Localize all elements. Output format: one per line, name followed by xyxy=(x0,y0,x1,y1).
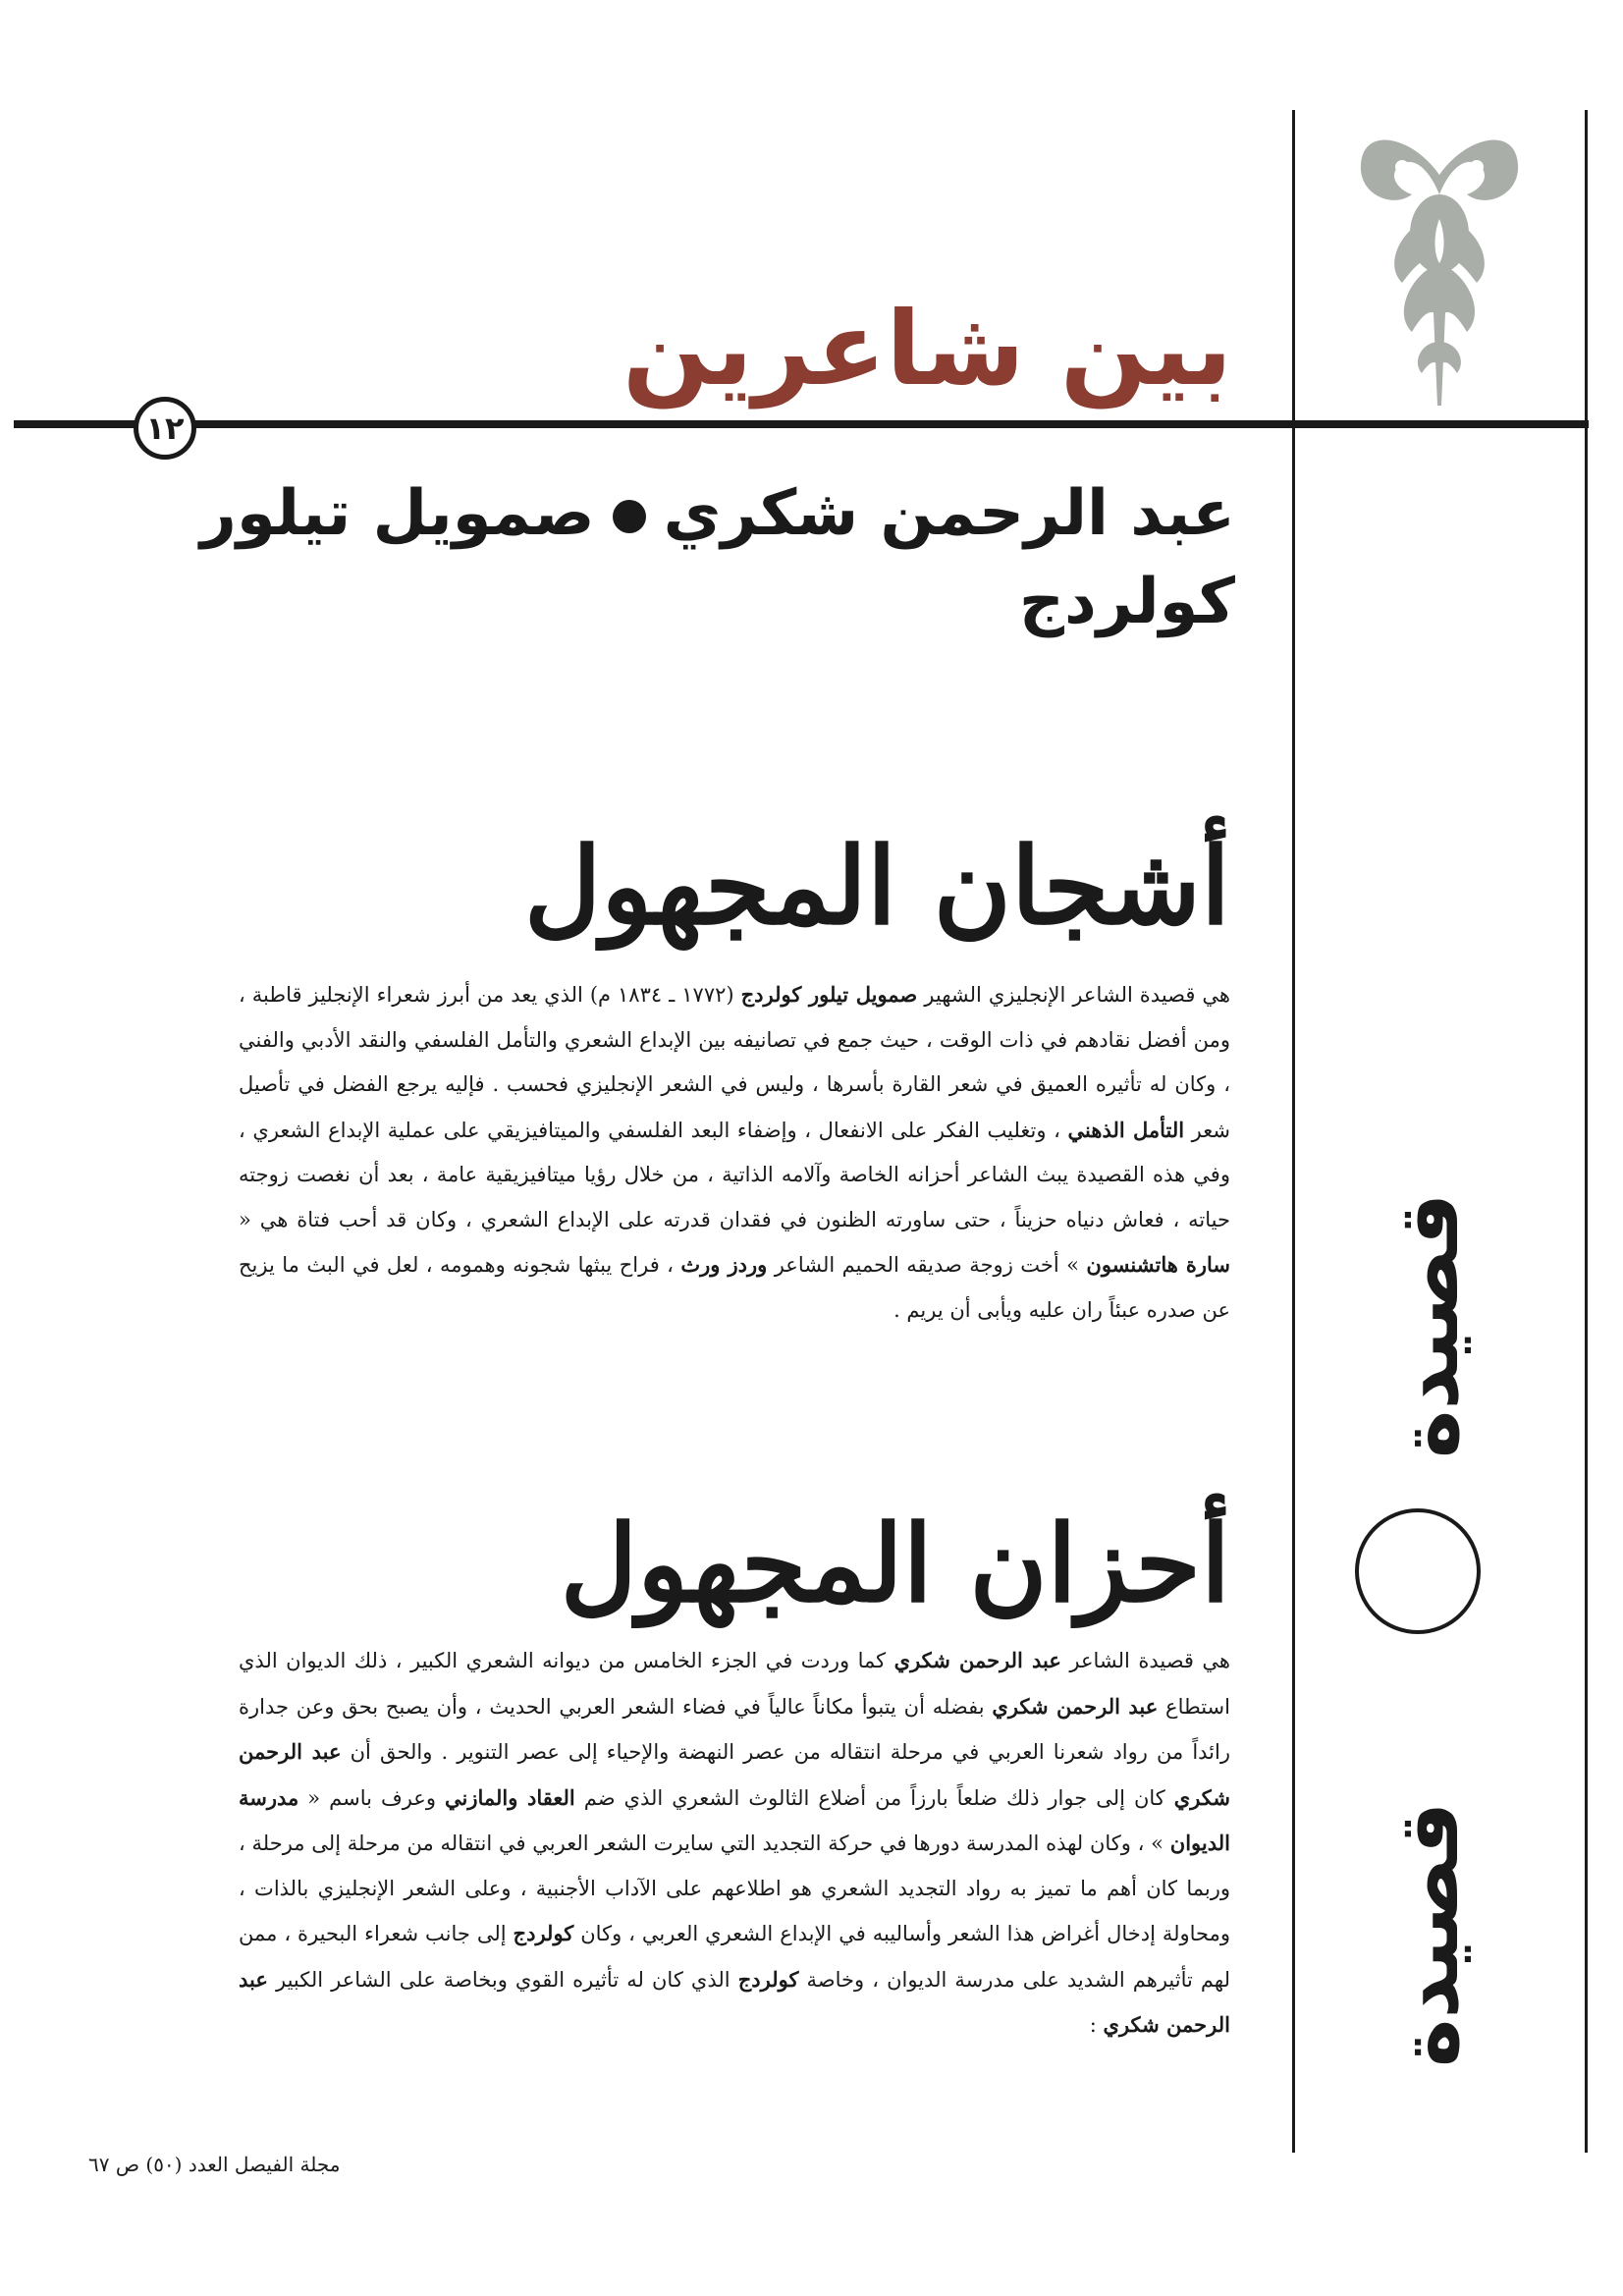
poet-name-left: صمويل تيلور كولردج xyxy=(200,477,1235,638)
text-run: بفضله أن يتبوأ مكاناً عالياً في فضاء الشعر العربي الحديث ، وأن يصبح بحق وعن جدارة رائداً من رواد شعرنا العربي في مرحلة انتقاله من عصر النهضة والإحياء إلى عصر التنوير . والحق أن xyxy=(239,1694,1230,1764)
bold-name: عبد الرحمن شكري xyxy=(893,1648,1061,1672)
text-run: ، وتغليب الفكر على الانفعال ، وإضفاء البعد الفلسفي والميتافيزيقي على عملية الإبداع الشعري ، وفي هذه القصيدة يبث الشاعر أحزانه الخاصة وآلامه الذاتية ، من خلال رؤيا ميتافيزيقية عامة ، بعد أن نغصت زوجته حياته ، فعاش دنياه حزيناً ، حتى ساورته الظنون في فقدان قدرته على الإبداع الشعري ، وكان قد أحب فتاة هي « xyxy=(239,1118,1230,1231)
poets-line xyxy=(155,469,1235,646)
column-divider-left xyxy=(1292,110,1295,2153)
section-title: بين شاعرين xyxy=(622,289,1232,409)
bold-term: التأمل الذهني xyxy=(1067,1117,1185,1142)
text-run: هي قصيدة الشاعر الإنجليزي الشهير xyxy=(917,983,1230,1007)
header-rule xyxy=(14,420,1589,428)
page-badge: ١٢ xyxy=(134,397,196,460)
column-divider-right xyxy=(1585,110,1588,2153)
bold-name: العقاد والمازني xyxy=(444,1784,575,1810)
bullet-dot-icon xyxy=(613,500,646,533)
poem-title-2: أحزان المجهول xyxy=(560,1503,1230,1626)
poem-intro-paragraph-2 xyxy=(239,1638,1230,2049)
bold-name: سارة هاتشنسون xyxy=(1086,1252,1231,1277)
bold-name: عبد الرحمن شكري xyxy=(239,1739,1230,1810)
text-run: » ، وكان لهذه المدرسة دورها في حركة التجديد التي سايرت الشعر العربي في انتقاله من مرحلة إلى مرحلة ، وربما كان أهم ما تميز به رواد التجديد الشعري هو اطلاعهم على الآداب الأجنبية ، وعلى الشعر الإنجليزي بالذات ، ومحاولة إدخال أغراض هذا الشعر وأساليبه في الإبداع الشعري العربي ، وكان xyxy=(239,1831,1230,1945)
circle-divider-icon xyxy=(1355,1508,1481,1634)
bold-name: كولردج xyxy=(737,1966,799,1992)
bold-name: وردز ورث xyxy=(680,1252,768,1277)
text-run: : xyxy=(1089,2013,1104,2037)
bold-name: عبد الرحمن شكري xyxy=(239,1966,1230,2037)
text-run: » أخت زوجة صديقه الحميم الشاعر xyxy=(767,1253,1087,1277)
bold-name: كولردج xyxy=(513,1921,574,1945)
text-run: هي قصيدة الشاعر xyxy=(1060,1649,1230,1672)
bold-term: مدرسة الديوان xyxy=(239,1784,1230,1855)
text-run: كان إلى جوار ذلك ضلعاً بارزاً من أضلاع الثالوث الشعري الذي ضم xyxy=(574,1785,1174,1810)
poet-name-right: عبد الرحمن شكري xyxy=(663,477,1235,550)
text-run: وعرف باسم « xyxy=(298,1785,445,1810)
page-footer: مجلة الفيصل العدد (٥٠) ص ٦٧ xyxy=(88,2153,341,2176)
floral-ornament-icon xyxy=(1343,116,1536,410)
side-label-bottom: قصيدة xyxy=(1380,1801,1477,2068)
text-run: ، فراح يبثها شجونه وهمومه ، لعل في البث ما يزيح عن صدره عبئاً ران عليه ويأبى أن يريم . xyxy=(239,1253,1230,1322)
text-run: الذي كان له تأثيره القوي وبخاصة على الشاعر الكبير xyxy=(267,1967,738,1992)
text-run: إلى جانب شعراء البحيرة ، ممن لهم تأثيرهم الشديد على مدرسة الديوان ، وخاصة xyxy=(239,1922,1230,1992)
poem-title-1: أشجان المجهول xyxy=(523,825,1230,949)
side-label-top: قصيدة xyxy=(1380,1192,1477,1459)
bold-name: عبد الرحمن شكري xyxy=(992,1693,1159,1719)
text-run: (١٧٧٢ ـ ١٨٣٤ م) الذي يعد من أبرز شعراء الإنجليز قاطبة ، ومن أفضل نقادهم في ذات الوقت ، حيث جمع في تصانيفه بين الإبداع الشعري والتأمل الفلسفي والنقد الأدبي والفني ، وكان له تأثيره العميق في شعر القارة بأسرها ، وليس في الشعر الإنجليزي فحسب . فإليه يرجع الفضل في تأصيل شعر xyxy=(239,983,1230,1142)
bold-name: صمويل تيلور كولردج xyxy=(740,982,918,1007)
poem-intro-paragraph-1 xyxy=(239,972,1230,1333)
text-run: كما وردت في الجزء الخامس من ديوانه الشعري الكبير ، ذلك الديوان الذي استطاع xyxy=(239,1649,1230,1719)
